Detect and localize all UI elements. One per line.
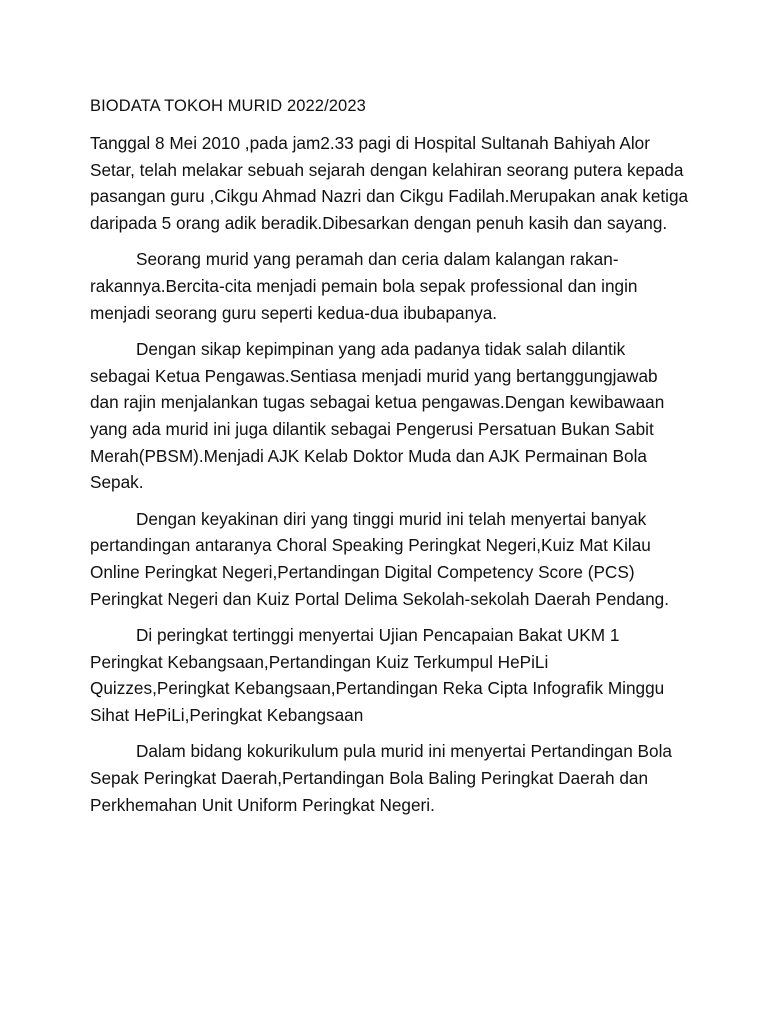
- paragraph-competitions: Dengan keyakinan diri yang tinggi murid ini telah menyertai banyak pertandingan antaranya Choral Speaking Peringkat Negeri,Kuiz Mat Kilau Online Peringkat Negeri,Pertandingan Digital Competency Score (PCS) Peringkat Negeri dan Kuiz Portal Delima Sekolah-sekolah Daerah Pendang.: [90, 508, 669, 609]
- document-title: BIODATA TOKOH MURID 2022/2023: [90, 97, 366, 115]
- paragraph-personality: Seorang murid yang peramah dan ceria dalam kalangan rakan-rakannya.Bercita-cita menjadi pemain bola sepak professional dan ingin menjadi seorang guru seperti kedua-dua ibubapanya.: [90, 249, 638, 323]
- paragraph-birth: Tanggal 8 Mei 2010 ,pada jam2.33 pagi di Hospital Sultanah Bahiyah Alor Setar, telah melakar sebuah sejarah dengan kelahiran seorang putera kepada pasangan guru ,Cikgu Ahmad Nazri dan Cikgu Fadilah.Merupakan anak ketiga daripada 5 orang adik beradik.Dibesarkan dengan penuh kasih dan sayang.: [90, 133, 689, 233]
- paragraph-leadership: Dengan sikap kepimpinan yang ada padanya tidak salah dilantik sebagai Ketua Pengawas.Sentiasa menjadi murid yang bertanggungjawab dan rajin menjalankan tugas sebagai ketua pengawas.Dengan kewibawaan yang ada murid ini juga dilantik sebagai Pengerusi Persatuan Bukan Sabit Merah(PBSM).Menjadi AJK Kelab Doktor Muda dan AJK Permainan Bola Sepak.: [90, 339, 665, 493]
- paragraph-cocurriculum: Dalam bidang kokurikulum pula murid ini menyertai Pertandingan Bola Sepak Peringkat Daerah,Pertandingan Bola Baling Peringkat Daerah dan Perkhemahan Unit Uniform Peringkat Negeri.: [90, 741, 672, 815]
- document-body: [90, 94, 690, 828]
- paragraph-national-level: Di peringkat tertinggi menyertai Ujian Pencapaian Bakat UKM 1 Peringkat Kebangsaan,Pertandingan Kuiz Terkumpul HePiLi Quizzes,Peringkat Kebangsaan,Pertandingan Reka Cipta Infografik Minggu Sihat HePiLi,Peringkat Kebangsaan: [90, 625, 665, 725]
